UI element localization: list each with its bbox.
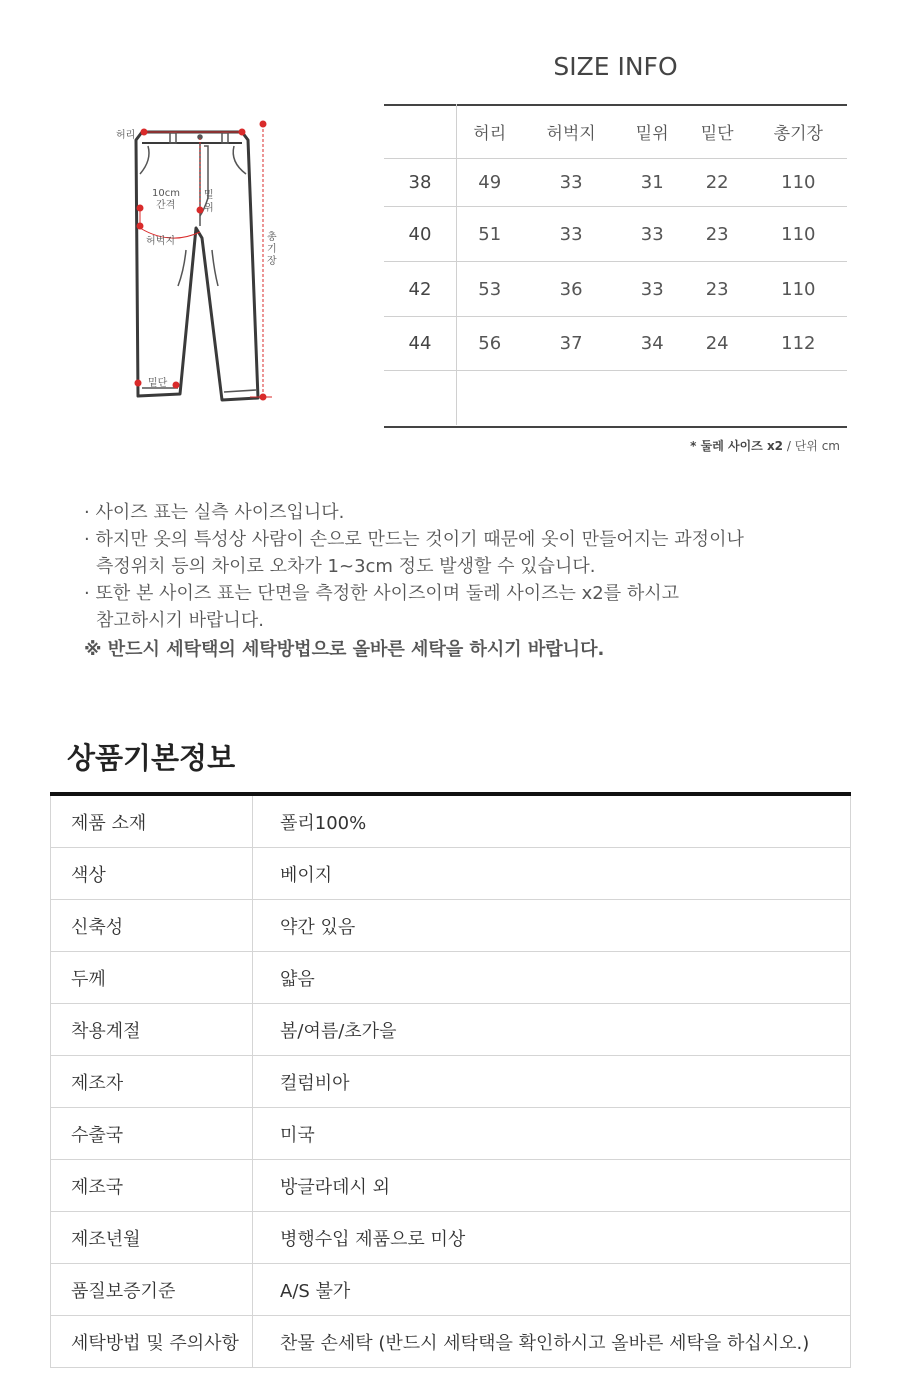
info-row bbox=[51, 900, 851, 952]
size-row-empty bbox=[384, 371, 847, 426]
size-value: 112 bbox=[750, 317, 847, 371]
size-col-length: 총기장 bbox=[750, 104, 847, 159]
size-value: 34 bbox=[620, 317, 685, 371]
size-notes bbox=[84, 499, 844, 663]
info-key: 수출국 bbox=[51, 1108, 253, 1160]
size-col-rise: 밑위 bbox=[620, 104, 685, 159]
size-value: 49 bbox=[457, 159, 523, 207]
info-value: 얇음 bbox=[253, 952, 851, 1004]
info-value: 폴리100% bbox=[253, 796, 851, 848]
size-value-empty bbox=[522, 371, 619, 426]
size-value-empty bbox=[620, 371, 685, 426]
size-label: 40 bbox=[384, 207, 457, 262]
size-row bbox=[384, 262, 847, 317]
info-key: 품질보증기준 bbox=[51, 1264, 253, 1316]
size-value-empty bbox=[750, 371, 847, 426]
note-line: · 사이즈 표는 실측 사이즈입니다. bbox=[84, 502, 345, 523]
size-table bbox=[384, 104, 847, 425]
info-key: 색상 bbox=[51, 848, 253, 900]
label-length-3: 장 bbox=[267, 256, 277, 267]
size-info-title: SIZE INFO bbox=[553, 52, 678, 81]
label-waist: 허리 bbox=[116, 130, 136, 141]
size-value: 36 bbox=[522, 262, 619, 317]
info-row bbox=[51, 796, 851, 848]
pants-details bbox=[140, 133, 256, 392]
info-row bbox=[51, 952, 851, 1004]
pants-size-diagram bbox=[100, 110, 300, 410]
size-value-empty bbox=[457, 371, 523, 426]
info-value: A/S 불가 bbox=[253, 1264, 851, 1316]
label-length-2: 기 bbox=[267, 244, 277, 255]
info-row bbox=[51, 1264, 851, 1316]
info-key: 제조자 bbox=[51, 1056, 253, 1108]
info-key: 착용계절 bbox=[51, 1004, 253, 1056]
note-line: 측정위치 등의 차이로 오차가 1~3cm 정도 발생할 수 있습니다. bbox=[96, 556, 596, 577]
size-table-bottom-rule bbox=[384, 426, 847, 428]
note-line: 참고하시기 바랍니다. bbox=[96, 610, 264, 631]
info-row bbox=[51, 848, 851, 900]
size-value: 53 bbox=[457, 262, 523, 317]
label-hem: 밑단 bbox=[148, 378, 168, 389]
size-value: 22 bbox=[685, 159, 750, 207]
size-label-empty bbox=[384, 371, 457, 426]
size-value: 110 bbox=[750, 159, 847, 207]
size-row bbox=[384, 207, 847, 262]
size-value: 23 bbox=[685, 207, 750, 262]
info-row bbox=[51, 1316, 851, 1368]
size-value: 56 bbox=[457, 317, 523, 371]
info-value: 베이지 bbox=[253, 848, 851, 900]
size-value: 33 bbox=[620, 262, 685, 317]
info-value: 미국 bbox=[253, 1108, 851, 1160]
label-gap-value: 10cm bbox=[152, 188, 180, 199]
pants-outline bbox=[136, 132, 258, 400]
size-col-waist: 허리 bbox=[457, 104, 523, 159]
info-key: 제품 소재 bbox=[51, 796, 253, 848]
size-value: 31 bbox=[620, 159, 685, 207]
label-length-1: 총 bbox=[267, 232, 277, 243]
label-thigh: 허벅지 bbox=[146, 236, 175, 247]
size-note-bold: * 둘레 사이즈 x2 bbox=[690, 439, 784, 453]
info-value: 컬럼비아 bbox=[253, 1056, 851, 1108]
info-key: 제조국 bbox=[51, 1160, 253, 1212]
size-value: 110 bbox=[750, 262, 847, 317]
info-row bbox=[51, 1160, 851, 1212]
label-rise-2: 위 bbox=[204, 203, 214, 214]
size-row bbox=[384, 159, 847, 207]
washing-warning: ※ 반드시 세탁택의 세탁방법으로 올바른 세탁을 하시기 바랍니다. bbox=[84, 639, 605, 660]
info-value: 병행수입 제품으로 미상 bbox=[253, 1212, 851, 1264]
info-row bbox=[51, 1212, 851, 1264]
size-value: 37 bbox=[522, 317, 619, 371]
size-note-unit: / 단위 cm bbox=[783, 439, 840, 453]
label-gap-word: 간격 bbox=[156, 200, 176, 211]
size-table-header bbox=[384, 104, 847, 159]
product-info-table bbox=[50, 796, 851, 1368]
size-unit-note bbox=[690, 437, 840, 454]
size-label: 38 bbox=[384, 159, 457, 207]
note-line: · 또한 본 사이즈 표는 단면을 측정한 사이즈이며 둘레 사이즈는 x2를 하시고 bbox=[84, 583, 680, 604]
info-row bbox=[51, 1056, 851, 1108]
size-value: 23 bbox=[685, 262, 750, 317]
info-key: 두께 bbox=[51, 952, 253, 1004]
note-line: · 하지만 옷의 특성상 사람이 손으로 만드는 것이기 때문에 옷이 만들어지는 과정이나 bbox=[84, 529, 744, 550]
size-label: 44 bbox=[384, 317, 457, 371]
size-value: 33 bbox=[620, 207, 685, 262]
info-row bbox=[51, 1108, 851, 1160]
info-value: 찬물 손세탁 (반드시 세탁택을 확인하시고 올바른 세탁을 하십시오.) bbox=[253, 1316, 851, 1368]
size-value: 33 bbox=[522, 207, 619, 262]
size-value-empty bbox=[685, 371, 750, 426]
info-key: 제조년월 bbox=[51, 1212, 253, 1264]
product-info-title: 상품기본정보 bbox=[67, 741, 236, 775]
size-header-empty bbox=[384, 104, 457, 159]
size-col-hem: 밑단 bbox=[685, 104, 750, 159]
info-value: 방글라데시 외 bbox=[253, 1160, 851, 1212]
info-key: 세탁방법 및 주의사항 bbox=[51, 1316, 253, 1368]
size-row bbox=[384, 317, 847, 371]
size-value: 24 bbox=[685, 317, 750, 371]
size-value: 33 bbox=[522, 159, 619, 207]
size-value: 51 bbox=[457, 207, 523, 262]
size-label: 42 bbox=[384, 262, 457, 317]
info-value: 약간 있음 bbox=[253, 900, 851, 952]
label-rise-1: 밑 bbox=[204, 190, 214, 201]
size-value: 110 bbox=[750, 207, 847, 262]
info-row bbox=[51, 1004, 851, 1056]
size-col-thigh: 허벅지 bbox=[522, 104, 619, 159]
info-value: 봄/여름/초가을 bbox=[253, 1004, 851, 1056]
info-key: 신축성 bbox=[51, 900, 253, 952]
